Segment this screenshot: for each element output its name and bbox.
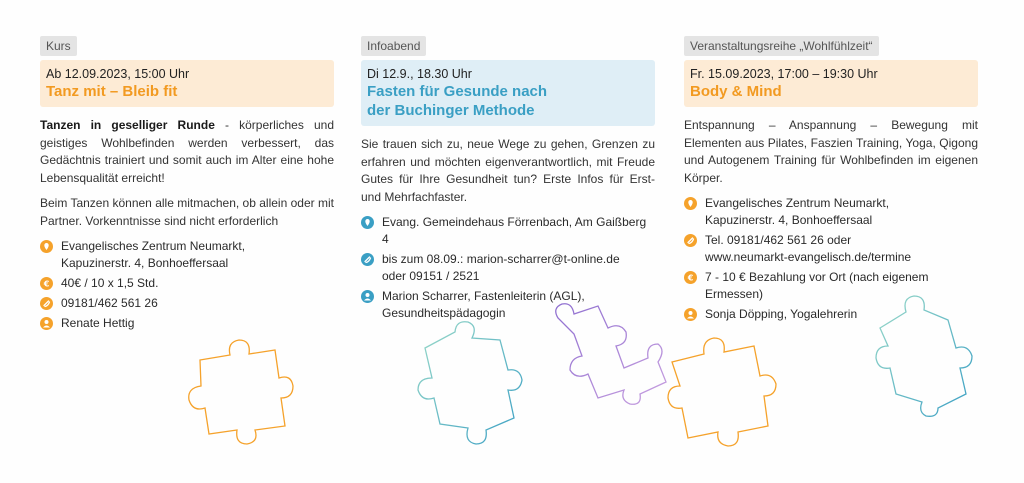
category-tag: Kurs <box>40 36 77 56</box>
event-header <box>40 60 334 107</box>
puzzle-piece-decoration <box>660 330 790 460</box>
info-contact: Tel. 09181/462 561 26 oder www.neumarkt-evangelisch.de/termine <box>684 232 978 266</box>
info-price: € 7 - 10 € Bezahlung vor Ort (nach eigenem Ermessen) <box>684 269 978 303</box>
info-person: Renate Hettig <box>40 315 334 332</box>
svg-text:€: € <box>687 273 694 283</box>
phone-icon <box>361 253 374 266</box>
event-card-body-mind <box>684 36 978 326</box>
description-paragraph: Entspannung – Anspannung – Bewegung mit Elementen aus Pilates, Faszien Training, Yoga, Qigong und Autogenem Training für Wohlbefinden im eigenen Körper. <box>684 118 978 185</box>
event-date: Di 12.9., 18.30 Uhr <box>367 67 472 81</box>
info-location: Evang. Gemeindehaus Förrenbach, Am Gaißberg 4 <box>361 214 655 248</box>
info-person: Sonja Döpping, Yogalehrerin <box>684 306 978 323</box>
info-list <box>361 214 655 322</box>
event-title: Body & Mind <box>690 83 782 100</box>
intro-bold: Tanzen in geselliger Runde <box>40 118 215 132</box>
location-icon <box>40 240 53 253</box>
svg-text:€: € <box>43 279 50 289</box>
info-location: Evangelisches Zentrum Neumarkt, Kapuzinerstr. 4, Bonhoeffersaal <box>40 238 334 272</box>
info-list <box>40 238 334 332</box>
location-icon <box>684 197 697 210</box>
event-title: Tanz mit – Bleib fit <box>46 83 178 100</box>
person-icon <box>361 290 374 303</box>
puzzle-piece-decoration <box>175 330 305 460</box>
event-date: Fr. 15.09.2023, 17:00 – 19:30 Uhr <box>690 67 878 81</box>
event-card-tanz <box>40 36 334 335</box>
puzzle-piece-decoration <box>410 318 540 458</box>
euro-icon <box>684 271 697 284</box>
event-card-fasten <box>361 36 655 325</box>
info-person: Marion Scharrer, Fastenleiterin (AGL), Gesundheitspädagogin <box>361 288 655 322</box>
info-list <box>684 195 978 323</box>
person-icon <box>684 308 697 321</box>
event-description <box>361 136 655 206</box>
info-location: Evangelisches Zentrum Neumarkt, Kapuzinerstr. 4, Bonhoeffersaal <box>684 195 978 229</box>
person-icon <box>40 317 53 330</box>
phone-icon <box>40 297 53 310</box>
info-phone: 09181/462 561 26 <box>40 295 334 312</box>
info-contact: bis zum 08.09.: marion-scharrer@t-online.de oder 09151 / 2521 <box>361 251 655 285</box>
euro-icon <box>40 277 53 290</box>
category-tag: Infoabend <box>361 36 426 56</box>
category-tag: Veranstaltungsreihe „Wohlfühlzeit“ <box>684 36 879 56</box>
location-icon <box>361 216 374 229</box>
phone-icon <box>684 234 697 247</box>
event-title: Fasten für Gesunde nach der Buchinger Methode <box>367 83 548 119</box>
intro-text: - körperliches und geistiges Wohlbefinden werden verbessert, das Gedächtnis trainiert und somit auch im Alter eine hohe Lebensqualität erreicht! <box>40 118 334 185</box>
description-paragraph: Beim Tanzen können alle mitmachen, ob allein oder mit Partner. Vorkenntnisse sind nicht erforderlich <box>40 196 334 228</box>
info-price: € 40€ / 10 x 1,5 Std. <box>40 275 334 292</box>
event-description <box>40 117 334 230</box>
event-header <box>684 60 978 107</box>
description-paragraph: Sie trauen sich zu, neue Wege zu gehen, Grenzen zu erfahren und möchten eigenverantwortlich, mit Freude Gutes für Ihre Gesundheit tun? Erste Infos für Erst- und Mehrfachfaster. <box>361 137 655 204</box>
event-date: Ab 12.09.2023, 15:00 Uhr <box>46 67 190 81</box>
event-header <box>361 60 655 126</box>
event-description <box>684 117 978 187</box>
